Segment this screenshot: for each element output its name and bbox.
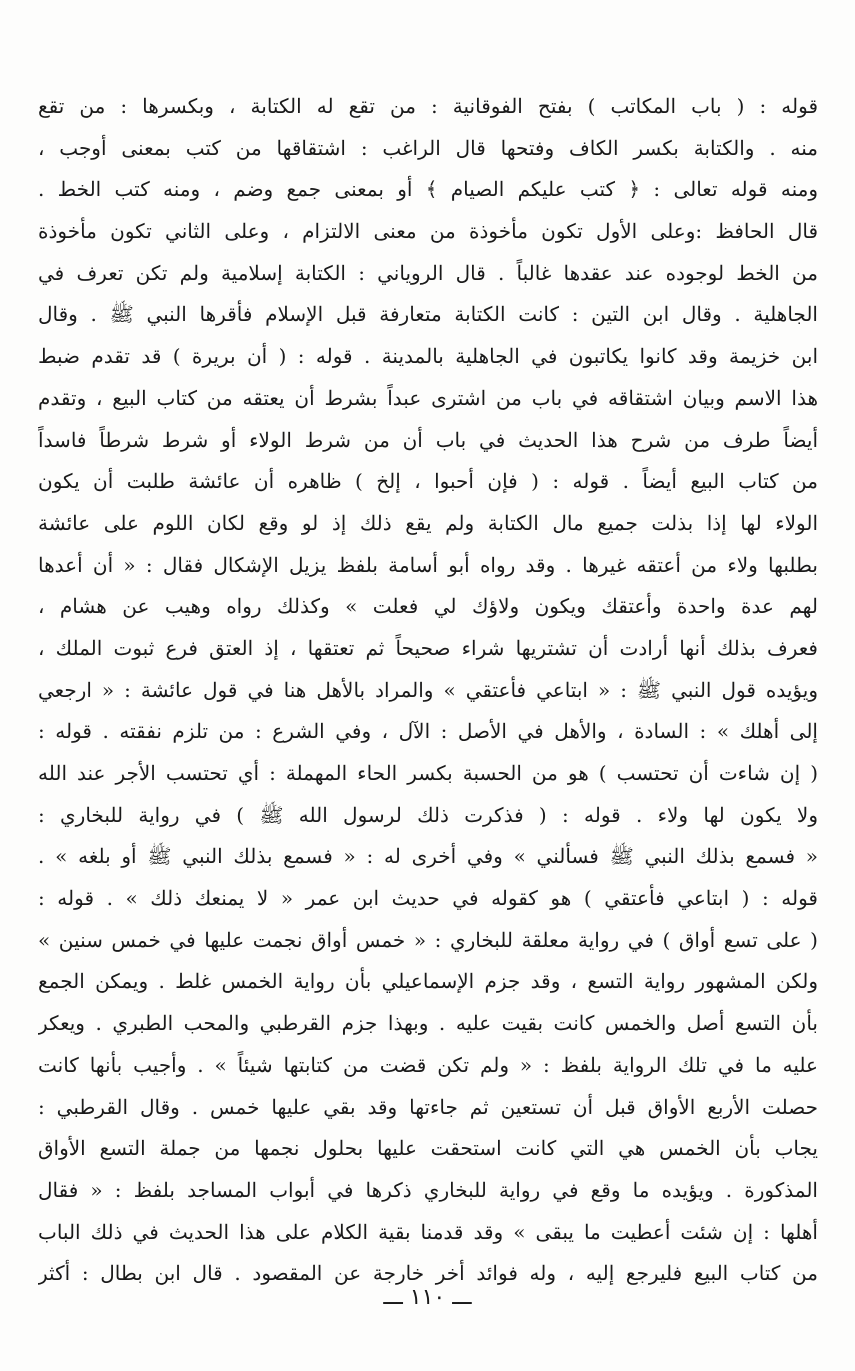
text-line: عليه ما في تلك الرواية بلفظ : « ولم تكن قضت من كتابتها شيئاً » . وأجيب بأنها كانت (38, 1052, 818, 1077)
text-line: قوله : ( باب المكاتب ) بفتح الفوقانية : من تقع له الكتابة ، وبكسرها : من تقع (38, 94, 818, 118)
text-line: من كتاب البيع أيضاً . قوله : ( فإن أحبوا ، إلخ ) ظاهره أن عائشة طلبت أن يكون (38, 469, 818, 494)
text-line: حصلت الأربع الأواق قبل أن تستعين ثم جاءتها وقد بقي عليها خمس . وقال القرطبي : (38, 1094, 818, 1119)
text-line: لهم عدة واحدة وأعتقك ويكون ولاؤك لي فعلت » وكذلك رواه وهيب عن هشام ، (38, 594, 818, 619)
text-line: المذكورة . ويؤيده ما وقع في رواية للبخاري ذكرها في أبواب المساجد بلفظ : « فقال (38, 1177, 818, 1202)
text-line: الولاء لها إذا بذلت جميع مال الكتابة ولم يقع ذلك إذ لو وقع لكان اللوم على عائشة (38, 510, 818, 535)
text-line: ولكن المشهور رواية التسع ، وقد جزم الإسماعيلي بأن رواية الخمس غلط . ويمكن الجمع (38, 969, 818, 994)
text-line: ( على تسع أواق ) في رواية معلقة للبخاري : « خمس أواق نجمت عليها في خمس سنين » (38, 927, 818, 952)
text-line: هذا الاسم وبيان اشتقاقه في باب من اشترى عبداً بشرط أن يعتقه من كتاب البيع ، وتقدم (38, 385, 818, 410)
text-line: إلى أهلك » : السادة ، والأهل في الأصل : الآل ، وفي الشرع : من تلزم نفقته . قوله : (38, 719, 818, 744)
text-line: منه . والكتابة بكسر الكاف وفتحها قال الراغب : اشتقاقها من كتب بمعنى أوجب ، (38, 135, 818, 160)
text-line: بطلبها ولاء من أعتقه غيرها . وقد رواه أبو أسامة بلفظ يزيل الإشكال فقال : « أن أعدها (38, 552, 818, 577)
text-line: أهلها : إن شئت أعطيت ما يبقى » وقد قدمنا بقية الكلام على هذا الحديث في ذلك الباب (38, 1219, 818, 1244)
text-line: يجاب بأن الخمس هي التي كانت استحقت عليها بحلول نجمها من جملة التسع الأواق (38, 1136, 818, 1161)
text-line: من الخط لوجوده عند عقدها غالباً . قال الروياني : الكتابة إسلامية ولم تكن تعرف في (38, 260, 818, 285)
text-line: ابن خزيمة وقد كانوا يكاتبون في الجاهلية بالمدينة . قوله : ( أن بريرة ) قد تقدم ضبط (38, 344, 818, 369)
text-line: ( إن شاءت أن تحتسب ) هو من الحسبة بكسر الحاء المهملة : أي تحتسب الأجر عند الله (38, 761, 818, 785)
text-line: قوله : ( ابتاعي فأعتقي ) هو كقوله في حديث ابن عمر « لا يمنعك ذلك » . قوله : (38, 886, 818, 911)
text-line: ومنه قوله تعالى : ﴿ كتب عليكم الصيام ﴾ أو بمعنى جمع وضم ، ومنه كتب الخط . (38, 177, 818, 202)
text-line: ويؤيده قول النبي ﷺ : « ابتاعي فأعتقي » والمراد بالأهل هنا في قول عائشة : « ارجعي (38, 677, 818, 702)
text-line: الجاهلية . وقال ابن التين : كانت الكتابة متعارفة قبل الإسلام فأقرها النبي ﷺ . وقال (38, 302, 818, 327)
text-line: فعرف بذلك أنها أرادت أن تشتريها شراء صحيحاً ثم تعتقها ، إذ العتق فرع ثبوت الملك ، (38, 635, 818, 660)
page-number: ـــ ١١٠ ـــ (383, 1285, 472, 1310)
text-line: ولا يكون لها ولاء . قوله : ( فذكرت ذلك لرسول الله ﷺ ) في رواية للبخاري : (38, 802, 818, 827)
body-text (38, 86, 818, 1295)
text-line: قال الحافظ :وعلى الأول تكون مأخوذة من معنى الالتزام ، وعلى الثاني تكون مأخوذة (38, 219, 818, 244)
text-line: أيضاً طرف من شرح هذا الحديث في باب أن من شرط الولاء أو شرط شرطاً فاسداً (38, 427, 818, 452)
text-line: بأن التسع أصل والخمس كانت بقيت عليه . وبهذا جزم القرطبي والمحب الطبري . ويعكر (38, 1011, 818, 1036)
text-line: « فسمع بذلك النبي ﷺ فسألني » وفي أخرى له : « فسمع بذلك النبي ﷺ أو بلغه » . (38, 844, 818, 869)
text-line: من كتاب البيع فليرجع إليه ، وله فوائد أخر خارجة عن المقصود . قال ابن بطال : أكثر (38, 1261, 818, 1286)
